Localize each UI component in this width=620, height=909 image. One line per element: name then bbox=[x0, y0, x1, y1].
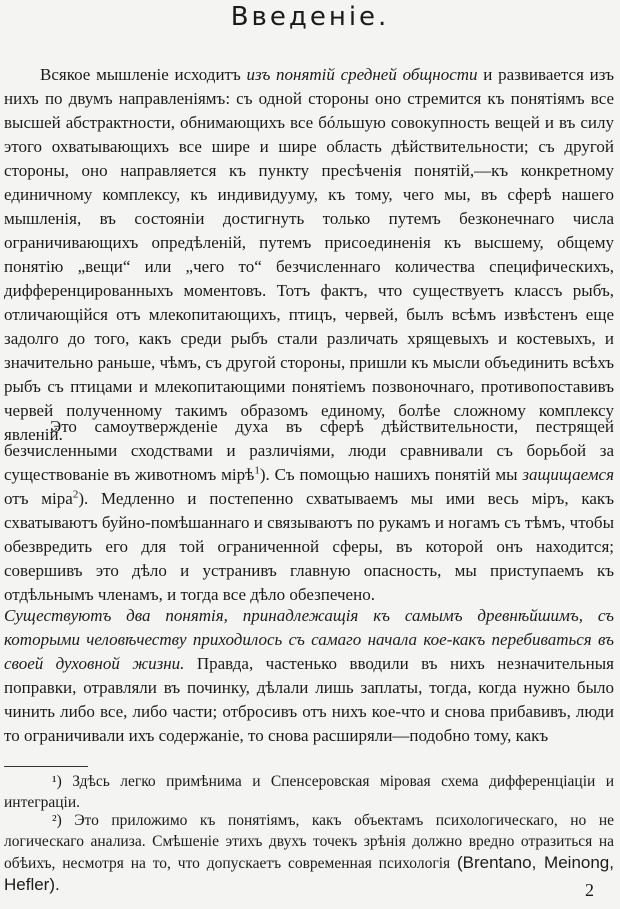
footnote-2-text: ²) Это приложимо къ понятіямъ, какъ объектамъ психологическаго, но не логическаго анализа. Смѣшеніе этихъ двухъ точекъ зрѣнія должно вредно отразиться на обѣихъ, несмотря на то, что допускаетъ современная психологія bbox=[4, 812, 614, 872]
footnote-divider bbox=[4, 766, 88, 767]
footnote-2 bbox=[4, 810, 614, 896]
paragraph-2 bbox=[4, 415, 614, 607]
p1-text-b: и развивается изъ нихъ по двумъ направленіямъ: съ одной стороны оно стремится къ понятіямъ все высшей абстрактности, обнимающихъ все бóльшую совокупность вещей и въ силу этого охватывающихъ все шире и шире область дѣйствительности; съ другой стороны, оно направляется къ пункту пресѣченія понятій,—къ конкретному единичному комплексу, къ индивидууму, къ тому, чего мы, въ сферѣ нашего мышленія, въ состояніи достигнуть только путемъ безконечнаго числа ограничивающихъ опредѣленій, путемъ присоединенія къ высшему, общему понятію „вещи“ или „чего то“ безчисленнаго количества специфическихъ, дифференцированныхъ моментовъ. Тотъ фактъ, что существуетъ классъ рыбъ, отличающійся отъ млекопитающихъ, птицъ, червей, былъ всѣмъ извѣстенъ еще задолго до того, какъ среди рыбъ стали различать хрящевыхъ и костевыхъ, и значительно раньше, чѣмъ, съ другой стороны, пришли къ мысли объединить всѣхъ рыбъ съ птицами и млекопитающими понятіемъ позвоночнаго, противопоставивъ червей полученному такимъ образомъ единому, болѣе сложному комплексу явленій. bbox=[4, 65, 614, 444]
footnote-2-latin: (Brentano, Meinong, Hefler). bbox=[4, 853, 614, 894]
p2-italic: защищаемся bbox=[522, 465, 614, 484]
paragraph-3 bbox=[4, 604, 614, 748]
p2-text-b: ). Съ помощью нашихъ понятій мы bbox=[259, 465, 523, 484]
p1-text-a: Всякое мышленіе исходитъ bbox=[40, 65, 247, 84]
p3-italic: Существуютъ два понятія, принадлежащія къ самымъ древнѣйшимъ, съ которыми человѣчеству приходилось съ самаго начала кое-какъ перебиваться въ своей духовной жизни. bbox=[4, 606, 614, 673]
footnote-1: ¹) Здѣсь легко примѣнима и Спенсеровская міровая схема дифференціаціи и интеграціи. bbox=[4, 773, 614, 811]
p2-text-a: Это самоутвержденіе духа въ сферѣ дѣйствительности, пестрящей безчисленными сходствами и различіями, люди сравнивали съ борьбой за существованіе въ животномъ мірѣ bbox=[4, 417, 614, 484]
footnote-ref-2[interactable]: 2 bbox=[72, 488, 79, 501]
footnote-ref-1[interactable]: 1 bbox=[254, 464, 260, 477]
page-number: 2 bbox=[585, 880, 594, 900]
p2-text-c: отъ міра bbox=[4, 489, 73, 508]
p1-italic: изъ понятій средней общности bbox=[246, 65, 478, 84]
p3-text: Правда, частенько вводили въ нихъ незначительныя поправки, отравляли въ починку, дѣлали лишь заплаты, тогда, когда нужно было чинить либо все, либо части; отбросивъ отъ нихъ кое-что и снова прибавивъ, люди то ограничивали ихъ содержаніе, то снова расширяли—подобно тому, какъ bbox=[4, 654, 614, 745]
p2-text-d: ). Медленно и постепенно схватываемъ мы ими весь міръ, какъ схватываютъ буйно-помѣшаннаго и связываютъ по рукамъ и ногамъ съ тѣмъ, чтобы обезвредить его для той ограниченной сферы, въ которой онъ находится; совершивъ это дѣло и устранивъ главную опасность, мы приступаемъ къ отдѣльнымъ членамъ, и тогда все дѣло обезпечено. bbox=[4, 489, 614, 604]
chapter-title: Введеніе. bbox=[230, 2, 390, 32]
paragraph-1 bbox=[4, 63, 614, 447]
